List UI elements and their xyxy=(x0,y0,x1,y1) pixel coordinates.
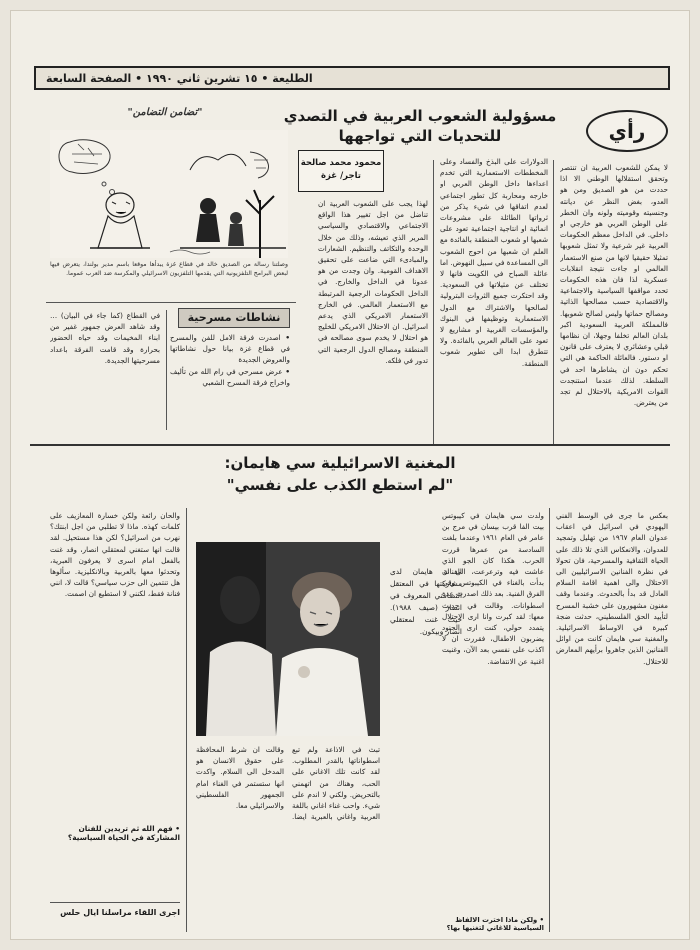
article2-headline: المغنية الاسرائيلية سي هايمان: "لم استطع الكذب على نفسي" xyxy=(224,454,456,494)
cartoon-title: "تضامن التضامن" xyxy=(127,107,203,118)
article2-col-right: بعكس ما جرى في الوسط الفني اليهودي في اسرائيل في اعقاب عدوان العام ١٩٦٧ من تهليل وتمجيد للعدوان، والانعكاس الذي تلا ذلك على الحياة الثقافية والمسرحية، فان تحولا في نظرة الفنانين الاسرائيليين الى الاحتلال والى اهمية اقامة السلام العادل قد بدأ بالحدوث. وعندما وقف مغنون مشهورون على خشبة المسرح لتأييد الحق الفلسطيني، حدثت ضجة كبيرة في الاوساط الاسرائيلية. والمغنية سي هايمان كانت من اوائل الفنانين الذين جاهروا برأيهم المعارض للاحتلال. xyxy=(556,511,668,666)
news-left: في القطاع (كما جاء في البيان) … وقد شاهد العرض جمهور غفير من ابناء المخيمات وقد حياه الحضور بحرارة وقد قامت الفرقة باعداد مسرحيتها الجديدة. xyxy=(50,311,160,365)
article1-col3: لهذا يجب على الشعوب العربية ان تناضل من اجل تغيير هذا الواقع الاجتماعي والاقتصادي والسياسي المرير الذي تعيشه، وذلك من خلال الوحدة والتكاتف والتنظيم. الشعارات والمبادىء التي ضاعت على تحقيق الاهداف القومية. وان وجدت من هو عدونا في الداخل والخارج. في الداخل الحكومات الرجعية المرتبطة مع الاستعمار العالمي. في الخارج الاستعمار الامريكي الذي يدعم اسرائيل. ان الاحتلال الامريكي للخليج هو احتلال لا يخدم سوى مصالحه في المنطقة ومصالح الدول الرجعية التي تدور في فلكه. xyxy=(318,199,428,365)
photo-caption: الفنانة هايمان لدى مشاركتها في المعتقل التضامني المعروف في انصار (صيف ١٩٨٨). حيث غنت لمعتقلي انصار وبيكون. xyxy=(390,567,462,636)
singer-photo xyxy=(196,542,380,736)
section-rule xyxy=(46,302,296,303)
main-headline: مسؤولية الشعوب العربية في التصدي للتحديات التي تواجهها xyxy=(283,107,557,145)
column-rule xyxy=(166,310,167,430)
theatre-body xyxy=(170,332,290,432)
cartoon-caption: وصلتنا رسالة من الصديق خالد في قطاع غزة يبدأها موقعا باسم مدير بولندا، يتعرض فيها لبعض البرامج التلفزيونية التي يقدمها التلفزيون الاسرائيلي والمكرسة ضد العرب عموما. xyxy=(50,261,288,277)
photo-image-icon xyxy=(196,542,380,736)
section-divider xyxy=(30,444,670,446)
cartoon-illustration xyxy=(50,130,288,258)
page-header xyxy=(34,66,670,90)
theatre-item: • اصدرت فرقة الامل للفن والمسرح في قطاع غزة بيانا حول نشاطاتها والعروض الجديدة xyxy=(170,333,290,365)
article1-col1: لا يمكن للشعوب العربية ان تنتصر وتحقق استقلالها الوطني الا اذا حددت من هو الصديق ومن هو العدو، بغض النظر عن ديانته وجنسيته وقوميته ولونه وان الخطر على الوطن العربي هو خارجي او داخلي. في الداخل معظم الحكومات العربية غير شرعية ولا تمثل شعوبها تمثيلا حقيقيا لانها من صنع الاستعمار العالمي او جاءت نتيجة انقلابات عسكرية لذا فان هذه الحكومات تحدد مواقفها السياسية والاجتماعية والاقتصادية حسب مصالحها الذاتية ومصالح حماتها وليس لصالح شعوبها. فالمملكة العربية السعودية اكبر بلدان العالم تخلفا وجهلا، ان نظامها قبلي وعشائري لا يعترف على قانون او دستور. فالعائلة الحاكمة هي التي تحكم دون ان يشاطرها احد في السلطة. لذلك عندما استنجدت القوات الامريكية بالاحتلال لم تجد من يعترض. xyxy=(560,163,668,408)
column-rule xyxy=(553,160,554,444)
article2-col-under-photo: تبث في الاذاعة ولم تبع اسطواناتها بالقدر المطلوب. لقد كانت تلك الاغاني على الحب، وهناك من اتهمني بالتحريض. ولكني لا اندم على شيء. واحب غناء اغاني باللغة العربية واغاني بالعبرية ايضا. وقالت ان شرط المحافظة على حقوق الانسان هو المدخل الى السلام. واكدت انها ستستمر في الغناء امام الجمهور الفلسطيني والاسرائيلي معا. xyxy=(196,745,380,822)
theatre-item: • عرض مسرحي في رام الله من تأليف واخراج فرقة المسرح الشعبي xyxy=(170,366,290,387)
article2-question: • ولكن ماذا اخترت الالفاظ السياسية للاغاني لتغنيها بها؟ xyxy=(446,916,544,932)
article2-col-left: والحان رائعة ولكن خسارة المعازيف على كلمات كهذه. ماذا لا تطلبي من اجل ابنتك؟ نهرب من اسرائيل؟ لكن هذا مستحيل. لقد قالت انها ستغني لمعتقلي انصار، وقد غنت بالفعل امام اسرى لا يعرفون العبرية، وتحدثوا معها بالعربية وبالانكليزية. سألوها هل تنتمين الى حزب سياسي؟ قالت لا، انني فنانة فقط، لكنني لا استطيع ان اصمت. xyxy=(50,511,180,599)
cartoon-drawing-icon xyxy=(50,130,288,258)
article1-col2: الدولارات على البذخ والفساد وعلى المخططات الاستعمارية التي تخدم اعداءها داخل الوطن العربي او خارجه ومحاربة كل تطور اجتماعي لعدم اتفاقها في شيء يذكر من ثرواتها الطائلة على مشروعات انمائية او انتاجية اجتماعية تعود على شعبها او شعوب المنطقة بالفائدة مع العلم ان شعبها من احوج الشعوب الى المساعدة في سبيل النهوض. اما عائلة الصباح في الكويت فانها لا تختلف عن مثيلاتها في السعودية. وقد احتكرت جميع الثروات البترولية لصالحها والاشتراك مع الدول الاستعمارية وتوظيفها في البنوك والمؤسسات الغربية او مشاريع لا تعود على العالم العربي بالفائدة. ولا تتطرق ابدا الى تطوير شعوب المنطقة. xyxy=(440,157,548,368)
newspaper-page xyxy=(10,10,690,940)
author-box: محمود محمد صالحة تاجر/ غزة xyxy=(298,150,384,192)
article2-col-mid: ولدت سي هايمان في كيبوتس بيت الفا قرب بيسان في مرج بن عامر في العام ١٩٦١ وعندما بلغت السادسة من عمرها قررت الحرب. هكذا كان الجو الذي عاشت فيه وترعرعت، الى ان بدأت بالغناء في الكيبوتس وفي الفرق الفنية. بعد ذلك اصدرت عدة اسطوانات. وقالت في حديث معها: لقد كبرت وانا ارى الاحتلال يتمدد حولي، كنت ارى الجنود يضربون الاطفال، فقررت ان لا اكذب على نفسي بعد الآن، وغنيت اغنية عن الانتفاضة. xyxy=(442,511,544,666)
article2-question-2: • فهم الله ثم تريدين للفنان المشاركة في الحياة السياسية؟ xyxy=(67,824,180,842)
column-rule xyxy=(186,508,187,932)
column-rule xyxy=(549,508,550,932)
column-rule xyxy=(433,160,434,444)
opinion-badge: رأي xyxy=(586,110,668,152)
header-text: الطليعة • ١٥ تشرين ثاني ١٩٩٠ • الصفحة السابعة xyxy=(46,71,313,85)
theatre-title: نشاطات مسرحية xyxy=(178,308,290,328)
interview-credit: اجرى اللقاء مراسلنا ايال حلس xyxy=(60,908,180,917)
credit-rule xyxy=(50,902,180,903)
